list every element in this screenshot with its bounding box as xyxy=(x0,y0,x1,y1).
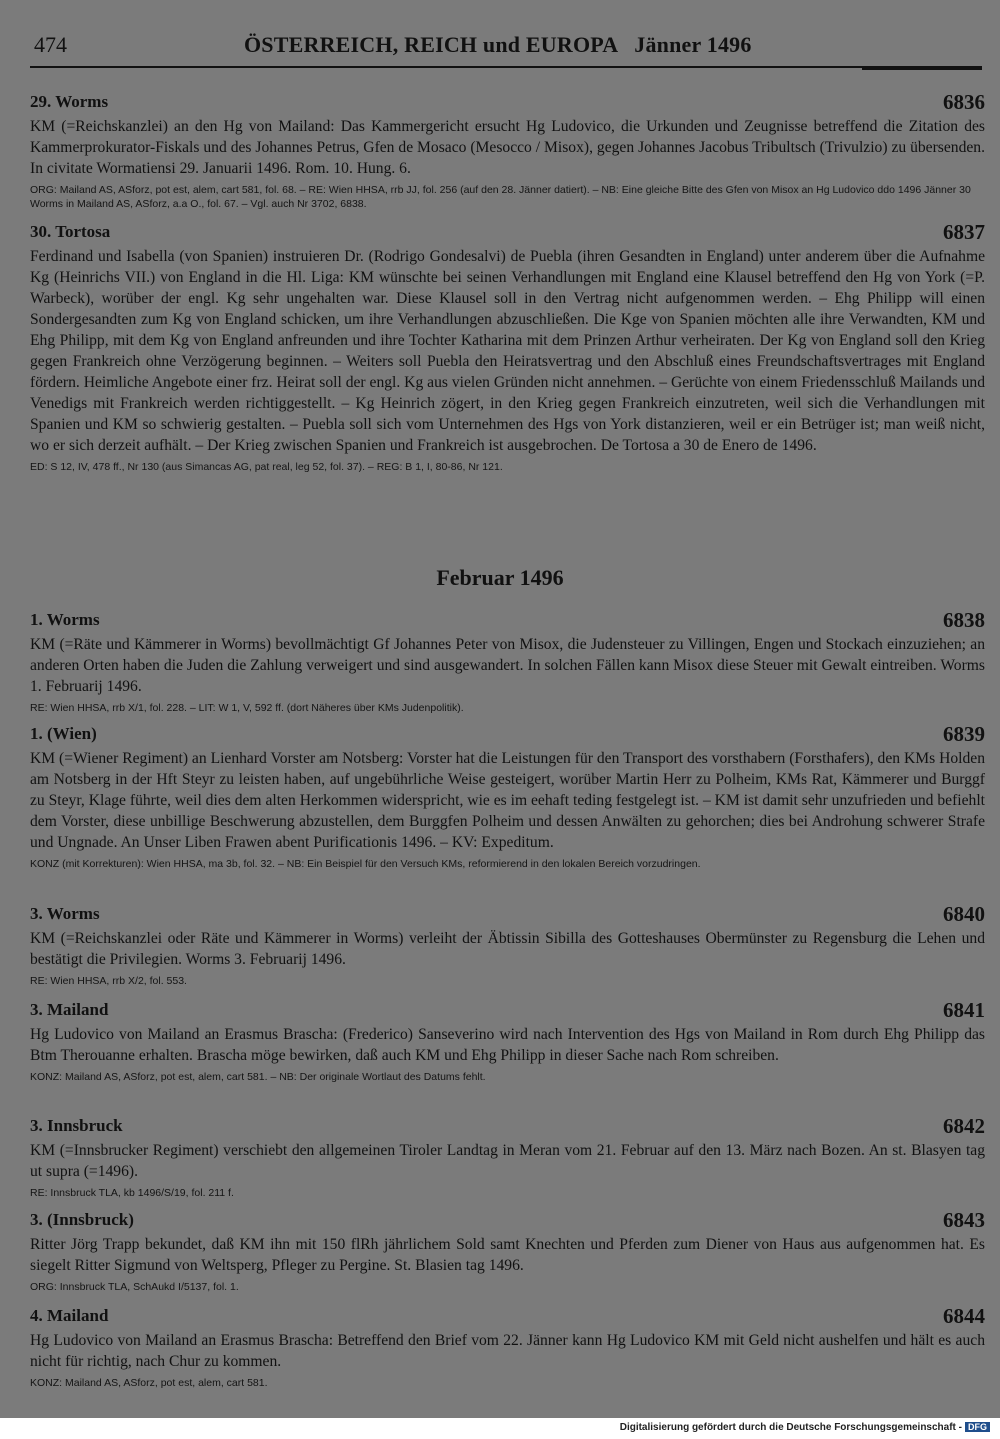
entry-place: 3. Worms xyxy=(30,904,100,923)
entry-place: 3. Innsbruck xyxy=(30,1116,123,1135)
dfg-logo: DFG xyxy=(965,1422,990,1432)
entry-6838 xyxy=(30,610,985,715)
entry-source: KONZ (mit Korrekturen): Wien HHSA, ma 3b, fol. 32. – NB: Ein Beispiel für den Versuch KMs, reformierend in den lokalen Bereich vorzudringen. xyxy=(30,858,701,870)
entry-number: 6837 xyxy=(943,220,985,244)
entry-number: 6840 xyxy=(943,902,985,926)
entry-place: 1. Worms xyxy=(30,610,100,629)
entry-source: RE: Innsbruck TLA, kb 1496/S/19, fol. 211 f. xyxy=(30,1187,234,1199)
entry-place: 4. Mailand xyxy=(30,1306,109,1325)
entry-place: 3. (Innsbruck) xyxy=(30,1210,134,1229)
entry-place: 29. Worms xyxy=(30,92,109,111)
entry-source: KONZ: Mailand AS, ASforz, pot est, alem, cart 581. – NB: Der originale Wortlaut des Datums fehlt. xyxy=(30,1071,486,1083)
entry-number: 6844 xyxy=(943,1304,985,1328)
entry-body: Ferdinand und Isabella (von Spanien) instruieren Dr. (Rodrigo Gondesalvi) de Puebla (ihren Gesandten in England) unter anderem über die Aufnahme Kg (Heinrichs VII.) von England in die Hl. Liga: KM wünschte bei seinen Verhandlungen mit England eine Klausel betreffend den Hg von York (=P. Warbeck), worüber der engl. Kg sehr ungehalten war. Diese Klausel soll in den Vertrag nicht aufgenommen werden. – Ehg Philipp will einen Sondergesandten zum Kg von England schicken, um ihre Verhandlungen abzuschließen. Die Kge von Spanien möchten alle ihre Verwandten, KM und Ehg Philipp, mit dem Kg von England anfreunden und ihre Tochter Katharina mit dem Prinzen Arthur verheiraten. Der Kg von England soll den Krieg gegen Frankreich ohne Verzögerung beginnen. – Weiters soll Puebla den Heiratsvertrag und den Abschluß eines Freundschaftsvertrages mit England fördern. Heimliche Angebote einer frz. Heirat soll der engl. Kg aus vielen Gründen nicht annehmen. – Gerüchte von einem Friedensschluß Mailands und Venedigs mit Frankreich werden richtiggestellt. – Kg Heinrich zögert, in den Krieg gegen Frankreich einzutreten, weil sich die Verhandlungen mit Spanien und KM so schwierig gestalten. – Puebla soll sich vom Unternehmen des Hgs von York distanzieren, weil er ein Betrüger ist; man weiß nicht, wo er sich derzeit aufhält. – Der Krieg zwischen Spanien und Frankreich ist ausgebrochen. De Tortosa a 30 de Enero de 1496. xyxy=(30,248,985,454)
entry-body: Hg Ludovico von Mailand an Erasmus Brascha: (Frederico) Sanseverino wird nach Intervention des Hgs von Mailand in Rom durch Ehg Philipp das Btm Therouanne erhalten. Brascha möge bewirken, daß auch KM und Ehg Philipp in dieser Sache nach Rom schreiben. xyxy=(30,1026,985,1064)
entry-place: 3. Mailand xyxy=(30,1000,109,1019)
month-heading: Februar 1496 xyxy=(436,565,564,590)
entry-6843 xyxy=(30,1210,985,1294)
entry-number: 6836 xyxy=(943,90,985,114)
entry-source: RE: Wien HHSA, rrb X/1, fol. 228. – LIT: W 1, V, 592 ff. (dort Näheres über KMs Judenpolitik). xyxy=(30,702,464,714)
entry-body: KM (=Wiener Regiment) an Lienhard Vorster am Notsberg: Vorster hat die Leistungen für den Transport des vorsthabern (Forsthafers), den KMs Holden am Notsberg in der Hft Steyr zu leisten haben, auf ungebührliche Weise gesteigert, worüber Martin Herr zu Polheim, KMs Rat, Kämmerer und Burggf zu Steyr, Klage führte, weil dies dem alten Herkommen widerspricht, wie es im eehaft teding festgelegt ist. – KM ist damit sehr unzufrieden und befiehlt dem Vorster, diese unbillige Beschwerung abzustellen, dem Burggfen Polheim und dessen Anwälten zu gehorchen; dies bei Androhung schwerer Strafe und Ungnade. An Unser Liben Frawen abent Purificationis 1496. – KV: Expeditum. xyxy=(30,750,985,851)
entry-6844 xyxy=(30,1306,985,1390)
entry-number: 6841 xyxy=(943,998,985,1022)
entry-6842 xyxy=(30,1116,985,1200)
entry-place: 1. (Wien) xyxy=(30,724,97,743)
entry-number: 6843 xyxy=(943,1208,985,1232)
page-number: 474 xyxy=(34,32,67,57)
entry-number: 6839 xyxy=(943,722,985,746)
entry-body: Hg Ludovico von Mailand an Erasmus Brascha: Betreffend den Brief vom 22. Jänner kann Hg Ludovico KM mit Geld nicht aushelfen und hält es auch nicht für richtig, nach Chur zu kommen. xyxy=(30,1332,985,1370)
entry-body: KM (=Reichskanzlei oder Räte und Kämmerer in Worms) verleiht der Äbtissin Sibilla des Gotteshauses Obermünster zu Regensburg die Lehen und bestätigt die Privilegien. Worms 3. Februarij 1496. xyxy=(30,930,985,968)
entry-number: 6838 xyxy=(943,608,985,632)
entry-body: KM (=Räte und Kämmerer in Worms) bevollmächtigt Gf Johannes Peter von Misox, die Judensteuer zu Villingen, Engen und Stockach einzuziehen; an anderen Orten haben die Juden die Zahlung verweigert und sind ausgewandert. In solchen Fällen kann Misox diese Steuer mit Gewalt eintreiben. Worms 1. Februarij 1496. xyxy=(30,636,985,695)
entry-source: RE: Wien HHSA, rrb X/2, fol. 553. xyxy=(30,975,187,987)
entry-6837 xyxy=(30,222,985,474)
entry-body: KM (=Reichskanzlei) an den Hg von Mailand: Das Kammergericht ersucht Hg Ludovico, die Urkunden und Zeugnisse betreffend die Zitation des Kammerprokurator-Fiskals und des Johannes Petrus, Gfen de Mosaco (Mesocco / Misox), gegen Johannes Jacobus Tribultsch (Trivulzio) zu übersenden. In civitate Wormatiensi 29. Januarii 1496. Rom. 10. Hung. 6. xyxy=(30,118,985,177)
running-title: ÖSTERREICH, REICH und EUROPA Jänner 1496 xyxy=(244,32,752,57)
entry-source: ED: S 12, IV, 478 ff., Nr 130 (aus Simancas AG, pat real, leg 52, fol. 37). – REG: B 1, I, 80-86, Nr 121. xyxy=(30,461,503,473)
entry-source: ORG: Innsbruck TLA, SchAukd I/5137, fol. 1. xyxy=(30,1281,239,1293)
entry-6841 xyxy=(30,1000,985,1084)
entry-place: 30. Tortosa xyxy=(30,222,111,241)
footer-text: Digitalisierung gefördert durch die Deutsche Forschungsgemeinschaft - xyxy=(619,1422,962,1433)
entry-body: KM (=Innsbrucker Regiment) verschiebt den allgemeinen Tiroler Landtag in Meran vom 21. Februar auf den 13. März nach Bozen. An st. Blasyen tag ut supra (=1496). xyxy=(30,1142,985,1180)
entry-source: ORG: Mailand AS, ASforz, pot est, alem, cart 581, fol. 68. – RE: Wien HHSA, rrb JJ, fol. 256 (auf den 28. Jänner datiert). – NB: Eine gleiche Bitte des Gfen von Misox an Hg Ludovico ddo 1496 Jänner 30 Worms in Mailand AS, ASforz, a.a O., fol. 67. – Vgl. auch Nr 3702, 6838. xyxy=(30,184,971,210)
entry-6839 xyxy=(30,724,985,871)
entry-body: Ritter Jörg Trapp bekundet, daß KM ihn mit 150 flRh jährlichem Sold samt Knechten und Pferden zum Diener von Haus aus aufgenommen hat. Es siegelt Ritter Sigmund von Weltsperg, Pfleger zu Pergine. St. Blasien tag 1496. xyxy=(30,1236,985,1274)
page-header xyxy=(34,28,984,64)
entry-source: KONZ: Mailand AS, ASforz, pot est, alem, cart 581. xyxy=(30,1377,268,1389)
header-rule xyxy=(30,66,982,68)
footer-credit xyxy=(620,1422,990,1433)
entry-6836 xyxy=(30,92,985,211)
entry-6840 xyxy=(30,904,985,988)
entry-number: 6842 xyxy=(943,1114,985,1138)
